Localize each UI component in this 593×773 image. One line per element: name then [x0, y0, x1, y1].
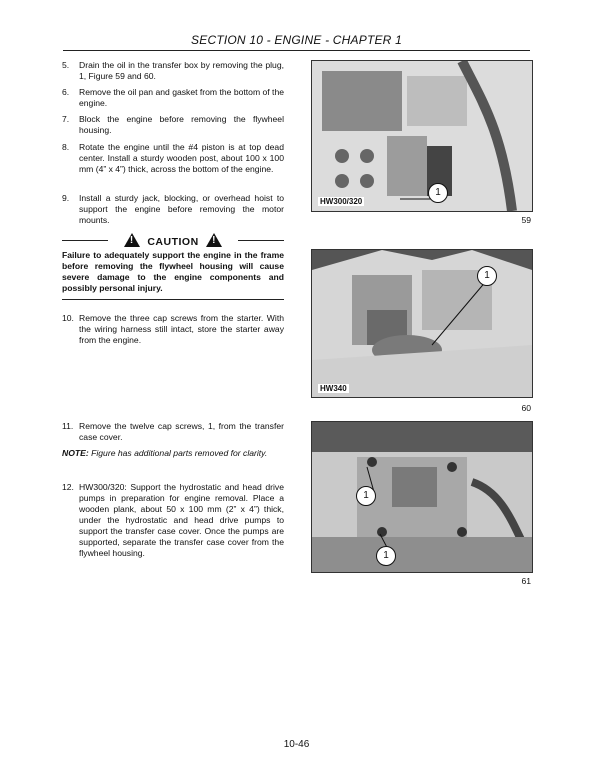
step-8: [62, 142, 284, 175]
figure-60-photo: [311, 249, 533, 398]
engine-photo-illustration: [312, 61, 532, 211]
step-5: [62, 60, 284, 82]
step-text: Remove the three cap screws from the starter. With the wiring harness still intact, store the starter away from the engine.: [79, 313, 284, 345]
step-number: 8.: [62, 142, 70, 152]
caution-heading: [62, 233, 284, 247]
figure-note: NOTE: Figure has additional parts removed for clarity.: [62, 448, 268, 458]
caution-label-row: [62, 233, 284, 248]
step-11: [62, 421, 284, 443]
warning-triangle-icon: [206, 233, 222, 247]
step-number: 10.: [62, 313, 74, 323]
caution-label: CAUTION: [147, 236, 199, 248]
step-9: [62, 193, 284, 226]
figure-number: 59: [521, 215, 531, 225]
warning-triangle-icon: [124, 233, 140, 247]
figure-59-photo: [311, 60, 533, 212]
step-7: [62, 114, 284, 136]
section-header: SECTION 10 - ENGINE - CHAPTER 1: [191, 33, 402, 47]
starter-photo-illustration: [312, 250, 532, 397]
step-12: [62, 482, 284, 559]
step-number: 12.: [62, 482, 74, 492]
callout-marker: 1: [356, 486, 376, 506]
caution-bottom-rule: [62, 299, 284, 300]
step-number: 7.: [62, 114, 70, 124]
callout-marker: 1: [376, 546, 396, 566]
step-text: Remove the oil pan and gasket from the bottom of the engine.: [79, 87, 284, 108]
step-10: [62, 313, 284, 346]
callout-marker: 1: [477, 266, 497, 286]
callout-marker: 1: [428, 183, 448, 203]
figure-number: 60: [521, 403, 531, 413]
page-number: 10-46: [283, 739, 310, 750]
caution-text: Failure to adequately support the engine in the frame before removing the flywheel housing will cause severe damage to the engine components and possibly personal injury.: [62, 250, 284, 293]
header-divider: [63, 50, 530, 51]
transfer-case-photo-illustration: [312, 422, 532, 572]
step-number: 9.: [62, 193, 70, 203]
step-text: Drain the oil in the transfer box by removing the plug, 1, Figure 59 and 60.: [79, 60, 284, 81]
step-number: 6.: [62, 87, 70, 97]
step-text: Remove the twelve cap screws, 1, from the transfer case cover.: [79, 421, 284, 442]
step-number: 5.: [62, 60, 70, 70]
figure-model-tag: HW340: [320, 384, 347, 393]
step-text: Install a sturdy jack, blocking, or overhead hoist to support the engine before removing the motor mounts.: [79, 193, 284, 225]
note-label: NOTE:: [62, 448, 89, 458]
step-text: Block the engine before removing the flywheel housing.: [79, 114, 284, 135]
figure-number: 61: [521, 576, 531, 586]
step-number: 11.: [62, 421, 74, 431]
figure-model-tag: HW300/320: [320, 197, 363, 206]
step-text: Rotate the engine until the #4 piston is at top dead center. Install a sturdy wooden post, about 100 x 100 mm (4” x 4”) thick, across the bottom of the engine.: [79, 142, 284, 174]
step-6: [62, 87, 284, 109]
step-text: HW300/320: Support the hydrostatic and head drive pumps in preparation for engine removal. Place a wooden plank, about 50 x 100 mm (2” x 4”) thick, under the hydrostatic and head drive pumps to support the transfer case cover. Once the pumps are supported, separate the transfer case cover from the flywheel housing.: [79, 482, 284, 558]
figure-61-photo: [311, 421, 533, 573]
